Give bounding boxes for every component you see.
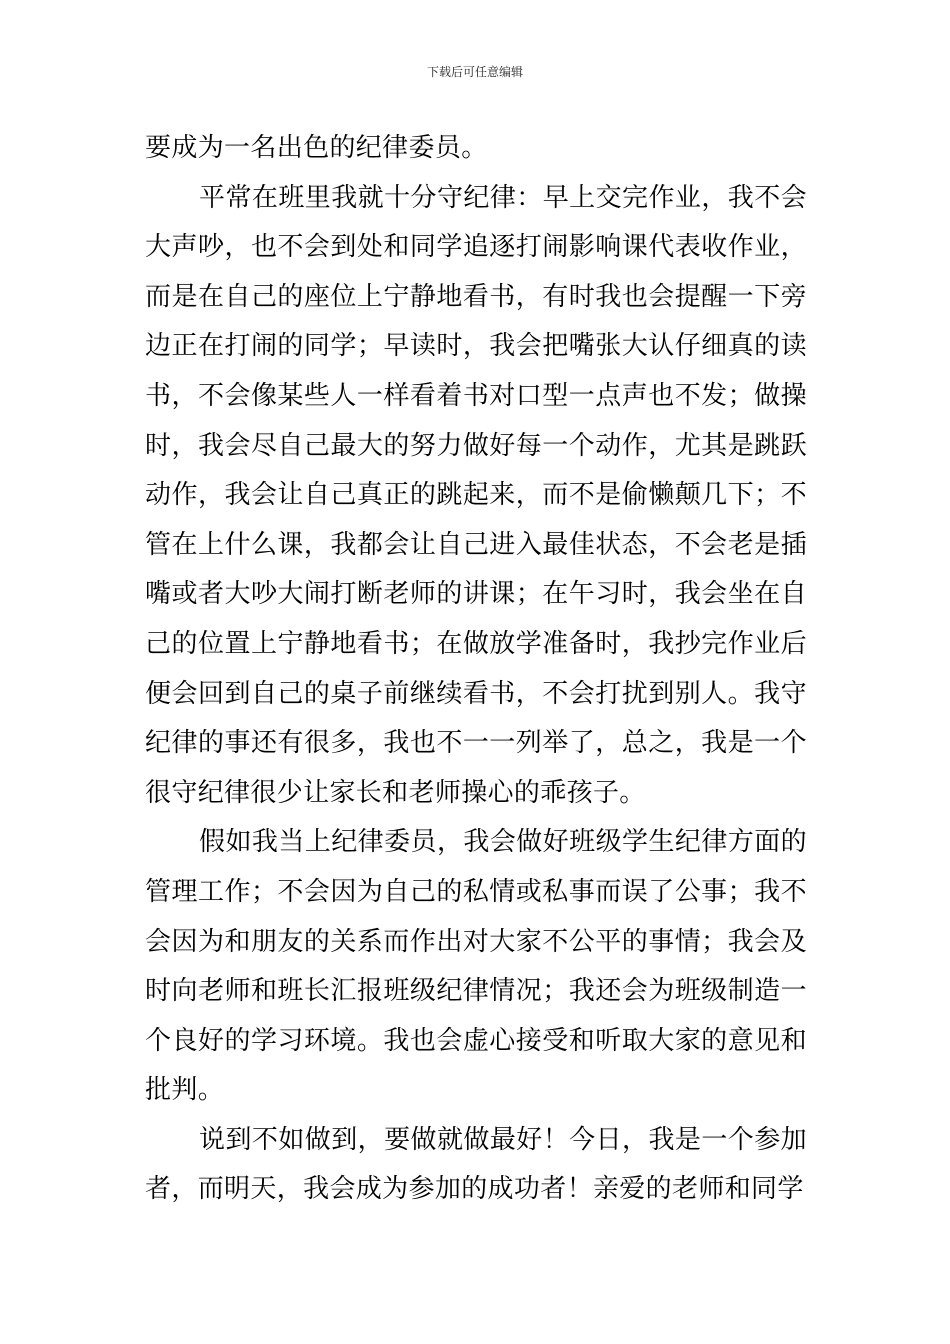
page-header: 下载后可任意编辑 [426, 65, 523, 79]
paragraph-2: 平常在班里我就十分守纪律：早上交完作业，我不会大声吵，也不会到处和同学追逐打闹影响课代表收作业，而是在自己的座位上宁静地看书，有时我也会提醒一下旁边正在打闹的同学；早读时，我会把嘴张大认仔细真的读书，不会像某些人一样看着书对口型一点声也不发；做操时，我会尽自己最大的努力做好每一个动作，尤其是跳跃动作，我会让自己真正的跳起来，而不是偷懒颠几下；不管在上什么课，我都会让自己进入最佳状态，不会老是插嘴或者大吵大闹打断老师的讲课；在午习时，我会坐在自己的位置上宁静地看书；在做放学准备时，我抄完作业后便会回到自己的桌子前继续看书，不会打扰到别人。我守纪律的事还有很多，我也不一一列举了，总之，我是一个很守纪律很少让家长和老师操心的乖孩子。 [145, 182, 807, 808]
document-body [145, 124, 807, 1215]
paragraph-4: 说到不如做到，要做就做最好！今日，我是一个参加者，而明天，我会成为参加的成功者！亲爱的老师和同学 [145, 1124, 807, 1205]
paragraph-1: 要成为一名出色的纪律委员。 [145, 133, 488, 163]
paragraph-3: 假如我当上纪律委员，我会做好班级学生纪律方面的管理工作；不会因为自己的私情或私事而误了公事；我不会因为和朋友的关系而作出对大家不公平的事情；我会及时向老师和班长汇报班级纪律情况；我还会为班级制造一个良好的学习环境。我也会虚心接受和听取大家的意见和批判。 [145, 827, 807, 1106]
